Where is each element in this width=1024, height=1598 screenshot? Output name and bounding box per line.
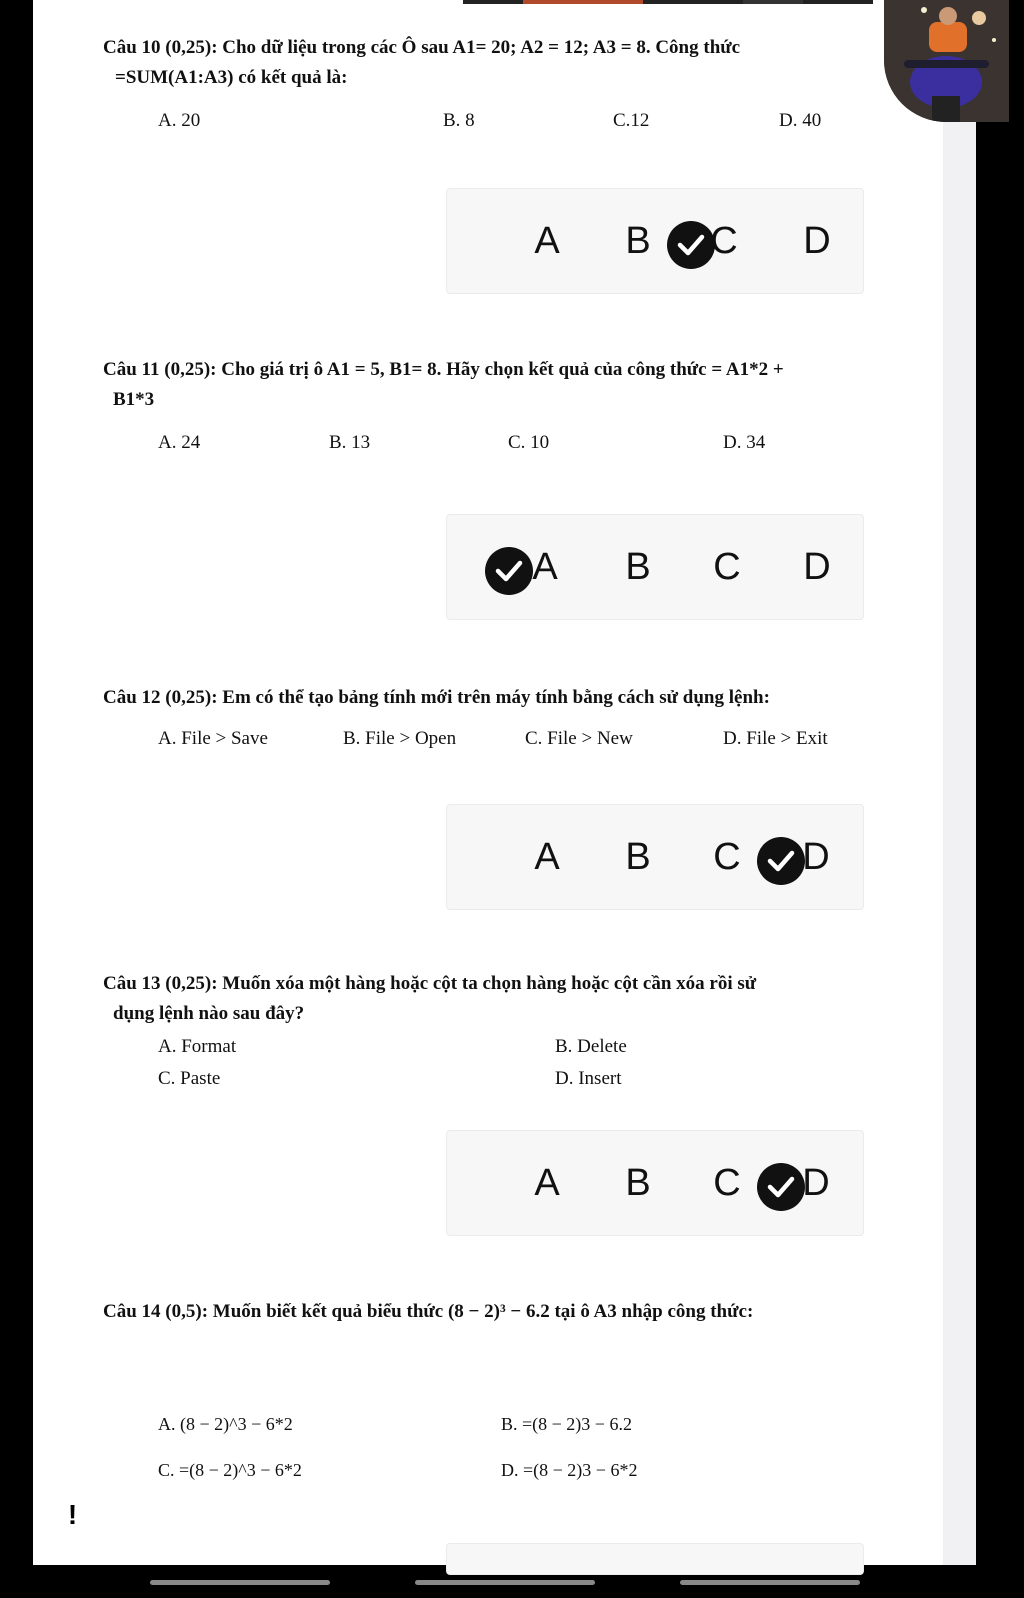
answer-b[interactable]: B	[625, 836, 651, 878]
answer-box-q11	[446, 514, 864, 620]
question-13-option-d: D. Insert	[555, 1068, 622, 1089]
document-paper	[33, 0, 943, 1565]
nav-bar-segment	[680, 1580, 860, 1585]
question-11-option-d: D. 34	[723, 432, 766, 453]
question-11-option-b: B. 13	[329, 432, 371, 453]
answer-d-selected[interactable]: D	[802, 1162, 830, 1204]
question-12-line1: Câu 12 (0,25): Em có thể tạo bảng tính mới trên máy tính bằng cách sử dụng lệnh:	[103, 687, 770, 708]
question-10-option-d: D. 40	[779, 110, 822, 131]
question-14-option-c: C. =(8 − 2)^3 − 6*2	[158, 1460, 302, 1480]
question-13-line2: dụng lệnh nào sau đây?	[113, 1003, 305, 1024]
question-14-line1: Câu 14 (0,5): Muốn biết kết quả biểu thức (8 − 2)³ − 6.2 tại ô A3 nhập công thức:	[103, 1301, 754, 1322]
document-page	[33, 0, 976, 1565]
question-12-option-d: D. File > Exit	[723, 728, 828, 749]
answer-box-q13	[446, 1130, 864, 1236]
answer-a[interactable]: A	[534, 1162, 560, 1204]
question-12-option-b: B. File > Open	[343, 728, 457, 749]
answer-b[interactable]: B	[625, 220, 651, 262]
answer-a-selected[interactable]: A	[532, 546, 558, 588]
question-13-option-c: C. Paste	[158, 1068, 221, 1089]
answer-c[interactable]: C	[713, 836, 741, 878]
question-11-option-a: A. 24	[158, 432, 201, 453]
question-10-line1: Câu 10 (0,25): Cho dữ liệu trong các Ô sau A1= 20; A2 = 12; A3 = 8. Công thức	[103, 37, 741, 58]
question-10-option-a: A. 20	[158, 110, 201, 131]
question-10-option-b: B. 8	[443, 110, 475, 131]
answer-d[interactable]: D	[803, 220, 831, 262]
question-14-option-d: D. =(8 − 2)3 − 6*2	[501, 1460, 638, 1480]
question-11-line1: Câu 11 (0,25): Cho giá trị ô A1 = 5, B1= 8. Hãy chọn kết quả của công thức = A1*2 +	[103, 359, 784, 380]
answer-c[interactable]: C	[713, 546, 741, 588]
answer-c[interactable]: C	[713, 1162, 741, 1204]
answer-b[interactable]: B	[625, 1162, 651, 1204]
question-12-option-a: A. File > Save	[158, 728, 268, 749]
answer-c-selected[interactable]: C	[710, 220, 738, 262]
answer-a[interactable]: A	[534, 836, 560, 878]
answer-box-q10	[446, 188, 864, 294]
answer-d[interactable]: D	[803, 546, 831, 588]
question-13-option-b: B. Delete	[555, 1036, 627, 1057]
answer-d-selected[interactable]: D	[802, 836, 830, 878]
question-12-option-c: C. File > New	[525, 728, 633, 749]
question-11-line2: B1*3	[113, 389, 155, 410]
question-10-option-c: C.12	[613, 110, 650, 131]
warning-icon[interactable]: !	[50, 1494, 95, 1536]
question-13-line1: Câu 13 (0,25): Muốn xóa một hàng hoặc cột ta chọn hàng hoặc cột cần xóa rồi sử	[103, 973, 757, 994]
question-10-line2: =SUM(A1:A3) có kết quả là:	[115, 67, 348, 88]
top-image-strip	[463, 0, 873, 4]
answer-b[interactable]: B	[625, 546, 651, 588]
answer-a[interactable]: A	[534, 220, 560, 262]
nav-bar-segment	[415, 1580, 595, 1585]
answer-box-q14	[446, 1543, 864, 1575]
question-14-option-b: B. =(8 − 2)3 − 6.2	[501, 1414, 632, 1434]
answer-box-q12	[446, 804, 864, 910]
question-13-option-a: A. Format	[158, 1036, 237, 1057]
nav-bar-segment	[150, 1580, 330, 1585]
question-14-option-a: A. (8 − 2)^3 − 6*2	[158, 1414, 293, 1434]
question-11-option-c: C. 10	[508, 432, 550, 453]
avatar[interactable]	[884, 0, 1009, 122]
